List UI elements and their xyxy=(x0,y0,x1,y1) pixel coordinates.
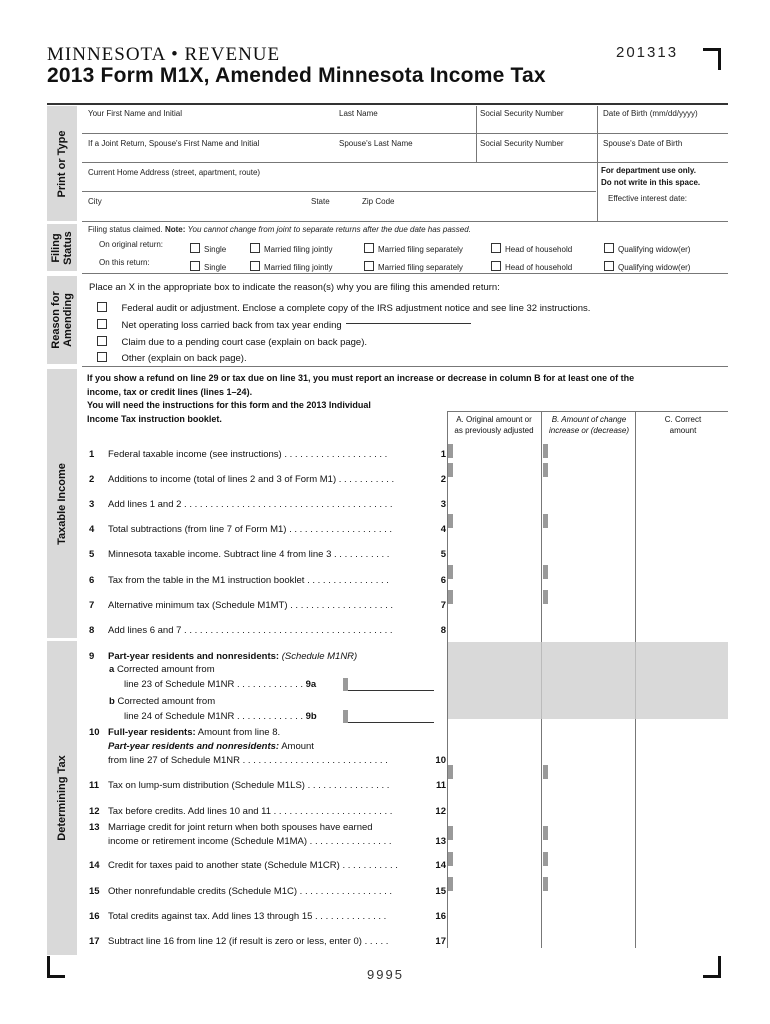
entry-stub xyxy=(448,565,453,579)
entry-stub xyxy=(448,826,453,840)
line-13: 13 Marriage credit for joint return when both spouses have earned xyxy=(89,822,373,833)
line-3-number: 3 xyxy=(440,499,446,510)
column-b-header: B. Amount of change increase or (decrease) xyxy=(548,415,630,435)
form-title: 2013 Form M1X, Amended Minnesota Income Tax xyxy=(47,64,546,87)
line-16: 16 Total credits against tax. Add lines 13 through 15 . . . . . . . . . . . . . . xyxy=(89,911,387,922)
entry-stub xyxy=(543,514,548,528)
dept-use-label: For department use only. xyxy=(601,166,696,175)
line-10-source: from line 27 of Schedule M1NR . . . . . . . . . . . . . . . . . . . . . . . . . . . . xyxy=(108,755,388,766)
filing-status-option[interactable]: Single xyxy=(190,257,226,275)
checkbox[interactable] xyxy=(604,243,614,253)
tax-year-ending-field[interactable] xyxy=(346,323,471,324)
last-name-field[interactable]: Last Name xyxy=(339,109,378,118)
sidebar-filing-status: Filing Status xyxy=(47,224,77,271)
address-field[interactable]: Current Home Address (street, apartment, route) xyxy=(88,168,261,177)
entry-stub xyxy=(448,765,453,779)
filing-status-option[interactable]: Married filing separately xyxy=(364,257,463,275)
form-code: 201313 xyxy=(616,44,679,61)
line-5-number: 5 xyxy=(440,549,446,560)
checkbox[interactable] xyxy=(190,243,200,253)
line-8-number: 8 xyxy=(440,625,446,636)
entry-stub xyxy=(543,444,548,458)
filing-status-option[interactable]: Qualifying widow(er) xyxy=(604,239,690,257)
entry-stub xyxy=(448,444,453,458)
checkbox[interactable] xyxy=(364,243,374,253)
state-field[interactable]: State xyxy=(311,197,330,206)
entry-stub xyxy=(448,852,453,866)
spouse-dob-field[interactable]: Spouse's Date of Birth xyxy=(603,139,683,148)
sidebar-reason-for-amending: Reason for Amending xyxy=(47,276,77,364)
reason-nol-carryback[interactable]: Net operating loss carried back from tax year ending xyxy=(97,315,471,333)
line-1: 1 Federal taxable income (see instructions) . . . . . . . . . . . . . . . . . . . . xyxy=(89,449,388,460)
reason-prompt: Place an X in the appropriate box to indicate the reason(s) why you are filing this amended return: xyxy=(89,282,500,293)
dept-use-label-2: Do not write in this space. xyxy=(601,178,701,187)
spouse-last-name-field[interactable]: Spouse's Last Name xyxy=(339,139,413,148)
line-8: 8 Add lines 6 and 7 . . . . . . . . . . . . . . . . . . . . . . . . . . . . . . . . . . . . . . . . xyxy=(89,625,393,636)
line-11-number: 11 xyxy=(435,780,446,791)
entry-stub xyxy=(543,565,548,579)
checkbox[interactable] xyxy=(364,261,374,271)
entry-stub xyxy=(543,852,548,866)
reason-other[interactable]: Other (explain on back page). xyxy=(97,348,247,366)
registration-mark-top-right xyxy=(703,48,721,70)
reason-court-case[interactable]: Claim due to a pending court case (explain on back page). xyxy=(97,332,367,350)
checkbox[interactable] xyxy=(97,352,107,362)
checkbox[interactable] xyxy=(190,261,200,271)
line-2: 2 Additions to income (total of lines 2 and 3 of Form M1) . . . . . . . . . . . xyxy=(89,474,395,485)
line-9: 9 Part-year residents and nonresidents: (Schedule M1NR) xyxy=(89,651,358,662)
filing-status-option[interactable]: Head of household xyxy=(491,239,572,257)
checkbox[interactable] xyxy=(250,243,260,253)
line-9b: b Corrected amount from xyxy=(109,696,216,707)
filing-status-prompt: Filing status claimed. Note: You cannot change from joint to separate returns after the due date has passed. xyxy=(88,225,471,234)
zip-field[interactable]: Zip Code xyxy=(362,197,395,206)
registration-mark-bottom-right xyxy=(703,956,721,978)
entry-stub xyxy=(448,877,453,891)
reason-federal-audit[interactable]: Federal audit or adjustment. Enclose a complete copy of the IRS adjustment notice and see line 32 instructions. xyxy=(97,298,590,316)
sidebar-print-or-type: Print or Type xyxy=(47,106,77,221)
line-14-number: 14 xyxy=(435,860,446,871)
line-7-number: 7 xyxy=(440,600,446,611)
original-return-label: On original return: xyxy=(99,240,164,249)
line-9b-detail: line 24 of Schedule M1NR . . . . . . . . . . . . . 9b xyxy=(124,711,317,722)
instructions-intro: If you show a refund on line 29 or tax due on line 31, you must report an increase or decrease in column B for at least one of the income, tax or credit lines (lines 1–24). You will need the instructions for this form and the 2013 Individual Income Tax instruction booklet. xyxy=(87,373,635,424)
line-9a: a Corrected amount from xyxy=(109,664,215,675)
shaded-block-line-9 xyxy=(448,642,728,719)
line-1-number: 1 xyxy=(440,449,446,460)
spouse-first-name-field[interactable]: If a Joint Return, Spouse's First Name and Initial xyxy=(88,139,260,148)
line-17-number: 17 xyxy=(435,936,446,947)
entry-stub xyxy=(543,590,548,604)
checkbox[interactable] xyxy=(491,261,501,271)
line-5: 5 Minnesota taxable income. Subtract line 4 from line 3 . . . . . . . . . . . xyxy=(89,549,390,560)
checkbox[interactable] xyxy=(97,302,107,312)
sidebar-determining-tax: Determining Tax xyxy=(47,641,77,955)
line-9b-input[interactable] xyxy=(348,722,434,723)
line-15: 15 Other nonrefundable credits (Schedule M1C) . . . . . . . . . . . . . . . . . . xyxy=(89,886,393,897)
filing-status-option[interactable]: Married filing separately xyxy=(364,239,463,257)
line-6-number: 6 xyxy=(440,575,446,586)
line-14: 14 Credit for taxes paid to another state (Schedule M1CR) . . . . . . . . . . . xyxy=(89,860,398,871)
line-6: 6 Tax from the table in the M1 instruction booklet . . . . . . . . . . . . . . . . xyxy=(89,575,389,586)
registration-mark-bottom-left xyxy=(47,956,65,978)
entry-stub xyxy=(543,826,548,840)
filing-status-option[interactable]: Head of household xyxy=(491,257,572,275)
page-number: 9995 xyxy=(367,967,404,982)
checkbox[interactable] xyxy=(604,261,614,271)
brand-logo: MINNESOTA • REVENUE xyxy=(47,44,281,65)
spouse-ssn-field[interactable]: Social Security Number xyxy=(480,139,564,148)
filing-status-option[interactable]: Married filing jointly xyxy=(250,239,332,257)
line-9a-detail: line 23 of Schedule M1NR . . . . . . . . . . . . . 9a xyxy=(124,679,317,690)
entry-stub xyxy=(448,463,453,477)
line-10-number: 10 xyxy=(435,755,446,766)
filing-status-option[interactable]: Single xyxy=(190,239,226,257)
line-10: 10 Full-year residents: Amount from line 8. xyxy=(89,727,281,738)
entry-stub xyxy=(448,590,453,604)
first-name-field[interactable]: Your First Name and Initial xyxy=(88,109,182,118)
checkbox[interactable] xyxy=(97,319,107,329)
entry-stub xyxy=(543,765,548,779)
line-4-number: 4 xyxy=(440,524,446,535)
checkbox[interactable] xyxy=(250,261,260,271)
entry-stub xyxy=(543,463,548,477)
line-16-number: 16 xyxy=(435,911,446,922)
dob-field[interactable]: Date of Birth (mm/dd/yyyy) xyxy=(603,109,698,118)
line-15-number: 15 xyxy=(435,886,446,897)
line-7: 7 Alternative minimum tax (Schedule M1MT) . . . . . . . . . . . . . . . . . . . . xyxy=(89,600,394,611)
filing-status-option[interactable]: Qualifying widow(er) xyxy=(604,257,690,275)
column-a-header: A. Original amount or as previously adjusted xyxy=(454,415,534,435)
entry-stub xyxy=(543,877,548,891)
line-11: 11 Tax on lump-sum distribution (Schedule M1LS) . . . . . . . . . . . . . . . . xyxy=(89,780,390,791)
entry-stub xyxy=(448,514,453,528)
checkbox[interactable] xyxy=(97,336,107,346)
line-13-detail: income or retirement income (Schedule M1MA) . . . . . . . . . . . . . . . . xyxy=(108,836,392,847)
checkbox[interactable] xyxy=(491,243,501,253)
line-9a-input[interactable] xyxy=(348,690,434,691)
this-return-label: On this return: xyxy=(99,258,150,267)
line-4: 4 Total subtractions (from line 7 of Form M1) . . . . . . . . . . . . . . . . . . . . xyxy=(89,524,393,535)
ssn-field[interactable]: Social Security Number xyxy=(480,109,564,118)
line-12: 12 Tax before credits. Add lines 10 and 11 . . . . . . . . . . . . . . . . . . . . . . . xyxy=(89,806,393,817)
sidebar-taxable-income: Taxable Income xyxy=(47,369,77,638)
line-12-number: 12 xyxy=(435,806,446,817)
city-field[interactable]: City xyxy=(88,197,102,206)
interest-date-label: Effective interest date: xyxy=(608,194,688,203)
column-c-header: C. Correct amount xyxy=(664,415,702,435)
filing-status-option[interactable]: Married filing jointly xyxy=(250,257,332,275)
line-10-detail: Part-year residents and nonresidents: Amount xyxy=(108,741,314,752)
line-2-number: 2 xyxy=(440,474,446,485)
line-3: 3 Add lines 1 and 2 . . . . . . . . . . . . . . . . . . . . . . . . . . . . . . . . . . . . . . . . xyxy=(89,499,393,510)
line-13-number: 13 xyxy=(435,836,446,847)
line-17: 17 Subtract line 16 from line 12 (if result is zero or less, enter 0) . . . . . xyxy=(89,936,389,947)
